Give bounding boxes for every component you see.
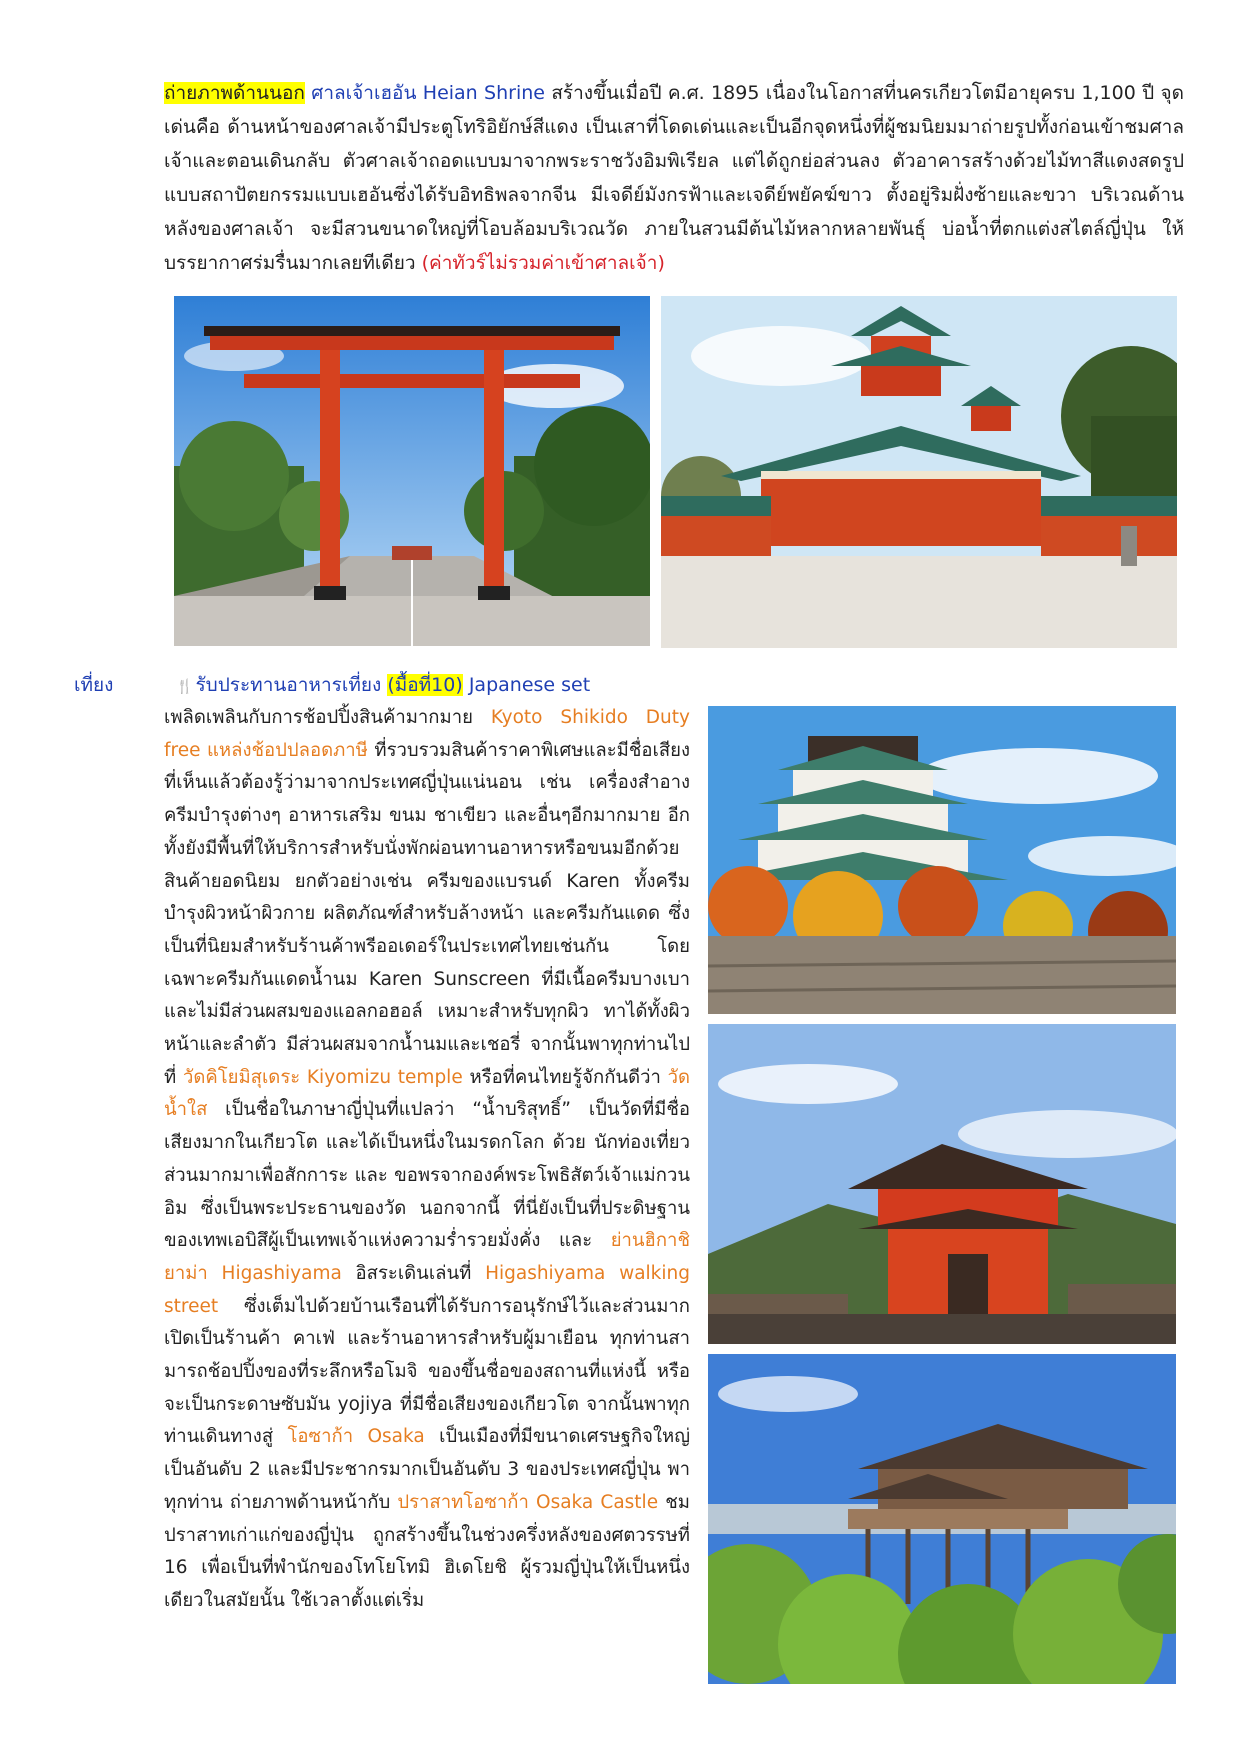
lunch-menu: Japanese set — [462, 674, 591, 696]
torii-gate-photo — [174, 296, 650, 646]
text-segment: ซึ่งเต็มไปด้วยบ้านเรือนที่ได้รับการอนุรักษ์ไว้และส่วนมากเปิดเป็นร้านค้า คาเฟ่ และร้านอาหารสำหรับผู้มาเยือน ทุกท่านสามารถช้อปปิ้งของที่ระลึกหรือโมจิ ของขึ้นชื่อของสถานที่แห่งนี้ หรือจะเป็นกระดาษซับมัน yojiya ที่มีชื่อเสียงของเกียวโต จากนั้นพาทุกท่านเดินทางสู่ — [164, 1295, 690, 1448]
text-segment: หรือที่คนไทยรู้จักกันดีว่า — [462, 1066, 668, 1088]
afternoon-paragraph — [164, 702, 690, 1618]
lunch-text: รับประทานอาหารเที่ยง — [195, 674, 388, 696]
text-segment: ที่รวบรวมสินค้าราคาพิเศษและมีชื่อเสียงที่เห็นแล้วต้องรู้ว่ามาจากประเทศญี่ปุ่นแน่นอน เช่น เครื่องสำอาง ครีมบำรุงต่างๆ อาหารเสริม ขนม ชาเขียว และอื่นๆอีกมากมาย อีกทั้งยังมีพื้นที่ให้บริการสำหรับนั่งพักผ่อนทานอาหารหรือขนมอีกด้วย สินค้ายอดนิยม ยกตัวอย่างเช่น ครีมของแบรนด์ Karen ทั้งครีมบำรุงผิวหน้าผิวกาย ผลิตภัณฑ์สำหรับล้างหน้า และครีมกันแดด ซึ่งเป็นที่นิยมสำหรับร้านค้าพรีออเดอร์ในประเทศไทยเช่นกัน โดยเฉพาะครีมกันแดดน้ำนม Karen Sunscreen ที่มีเนื้อครีมบางเบา และไม่มีส่วนผสมของแอลกอฮอล์ เหมาะสำหรับทุกผิว ทาได้ทั้งผิวหน้าและลำตัว มีส่วนผสมจากน้ำนมและเชอรี่ จากนั้นพาทุกท่านไปที่ — [164, 739, 690, 1088]
text-segment: ชมปราสาทเก่าแก่ของญี่ปุ่น ถูกสร้างขึ้นในช่วงครึ่งหลังของศตวรรษที่ 16 เพื่อเป็นที่พำนักของโทโยโทมิ ฮิเดโยชิ ผู้รวมญี่ปุ่นให้เป็นหนึ่งเดียวในสมัยนั้น ใช้เวลาตั้งแต่เริ่ม — [164, 1491, 690, 1611]
text-segment: เป็นชื่อในภาษาญี่ปุ่นที่แปลว่า “น้ำบริสุทธิ์” เป็นวัดที่มีชื่อเสียงมากในเกียวโต และได้เป็นหนึ่งในมรดกโลก ด้วย นักท่องเที่ยวส่วนมากมาเพื่อสักการะ และ ขอพรจากองค์พระโพธิสัตว์เจ้าแม่กวนอิม ซึ่งเป็นพระประธานของวัด นอกจากนี้ ที่นี่ยังเป็นที่ประดิษฐานของเทพเอบิสึผู้เป็นเทพเจ้าแห่งความร่ำรวยมั่งคั่ง และ — [164, 1099, 690, 1252]
osaka-castle-photo — [708, 706, 1176, 1014]
outside-photo-label: ถ่ายภาพด้านนอก — [164, 82, 305, 104]
heian-shrine-building-photo — [661, 296, 1177, 648]
clear-water-temple-name: วัดน้ำใส — [164, 1066, 690, 1121]
heian-shrine-paragraph — [164, 76, 1184, 280]
osaka-castle-name: ปราสาทโอซาก้า Osaka Castle — [397, 1491, 659, 1513]
text-segment: อิสระเดินเล่นที่ — [341, 1262, 486, 1284]
higashiyama-district-name: ย่านฮิกาชิยาม่า Higashiyama — [164, 1230, 690, 1284]
fee-note: (ค่าทัวร์ไม่รวมค่าเข้าศาลเจ้า) — [421, 252, 665, 274]
kiyomizu-temple-name: วัดคิโยมิสุเดระ Kiyomizu temple — [182, 1066, 463, 1088]
lunch-line — [176, 670, 590, 700]
heian-shrine-name: ศาลเจ้าเฮอัน Heian Shrine — [311, 82, 545, 104]
higashiyama-street-name: Higashiyama walking street — [164, 1262, 691, 1317]
duty-free-name: Kyoto Shikido Duty free แหล่งช้อปปลอดภาษี — [164, 707, 690, 761]
meal-icon: 🍴 — [176, 679, 194, 695]
lunch-time-label: เที่ยง — [74, 674, 114, 696]
text-segment: เป็นเมืองที่มีขนาดเศรษฐกิจใหญ่เป็นอันดับ 2 และมีประชากรมากเป็นอันดับ 3 ของประเทศญี่ปุ่น พาทุกท่าน ถ่ายภาพด้านหน้ากับ — [164, 1426, 690, 1513]
kiyomizu-gate-photo — [708, 1024, 1176, 1344]
heian-shrine-description: สร้างขึ้นเมื่อปี ค.ศ. 1895 เนื่องในโอกาสที่นครเกียวโตมีอายุครบ 1,100 ปี จุดเด่นคือ ด้านหน้าของศาลเจ้ามีประตูโทริอิยักษ์สีแดง เป็นเสาที่โดดเด่นและเป็นอีกจุดหนึ่งที่ผู้ชมนิยมมาถ่ายรูปทั้งก่อนเข้าชมศาลเจ้าและตอนเดินกลับ ตัวศาลเจ้าถอดแบบมาจากพระราชวังอิมพิเรียล แต่ได้ถูกย่อส่วนลง ตัวอาคารสร้างด้วยไม้ทาสีแดงสดรูปแบบสถาปัตยกรรมแบบเฮอันซึ่งได้รับอิทธิพลจากจีน มีเจดีย์มังกรฟ้าและเจดีย์พยัคฆ์ขาว ตั้งอยู่ริมฝั่งซ้ายและขวา บริเวณด้านหลังของศาลเจ้า จะมีสวนขนาดใหญ่ที่โอบล้อมบริเวณวัด ภายในสวนมีต้นไม้หลากหลายพันธุ์ บ่อน้ำที่ตกแต่งสไตล์ญี่ปุ่น ให้บรรยากาศร่มรื่นมากเลยทีเดียว — [164, 82, 1184, 274]
kiyomizu-stage-photo — [708, 1354, 1176, 1684]
text-segment: เพลิดเพลินกับการช้อปปิ้งสินค้ามากมาย — [164, 707, 491, 728]
meal-number: (มื้อที่10) — [387, 674, 463, 696]
osaka-name: โอซาก้า Osaka — [287, 1426, 425, 1448]
